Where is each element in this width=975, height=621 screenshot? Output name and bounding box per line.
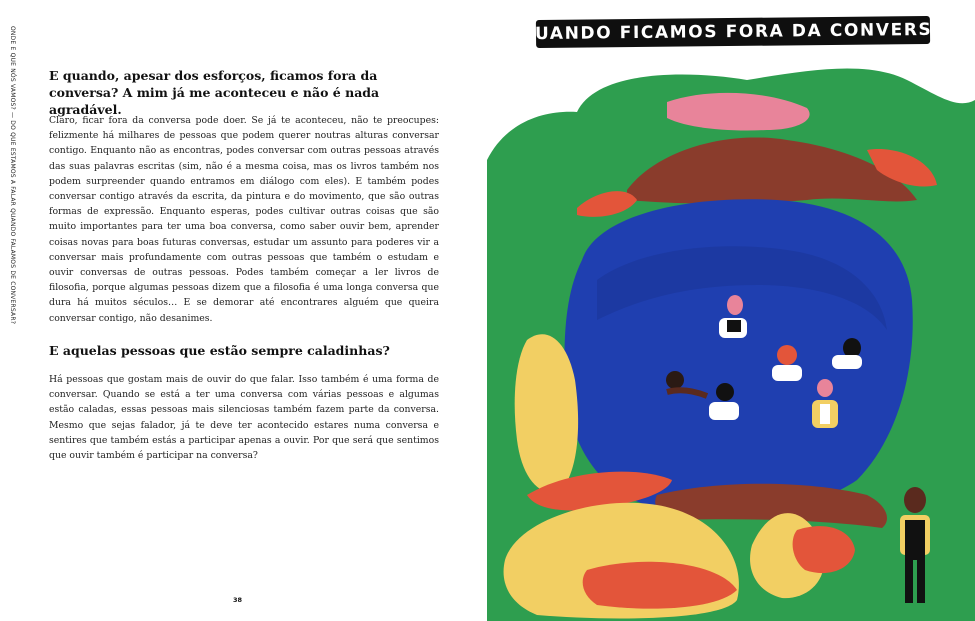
section-heading-quiet-people: E aquelas pessoas que estão sempre caladinhas? <box>49 343 390 358</box>
running-head-text: ONDE E QUE NÓS VAMOS? — DO QUE ESTAMOS A FALAR QUANDO FALAMOS DE CONVERSAR? <box>9 26 16 325</box>
illustration-title-banner <box>518 16 948 48</box>
right-page <box>487 0 975 621</box>
section-heading-left-out: E quando, apesar dos esforços, ficamos fora da conversa? A mim já me aconteceu e não é nada agradável. <box>49 68 380 117</box>
illustration-title: QUANDO FICAMOS FORA DA CONVERSA <box>518 19 948 45</box>
running-head <box>4 26 18 606</box>
paragraph-left-out: Claro, ficar fora da conversa pode doer. Se já te aconteceu, não te preocupes: felizmente há milhares de pessoas que podem querer noutras alturas conversar contigo. Enquanto não as encontras, podes conversar com outras pessoas através das suas palavras escritas (sim, não é a mesma coisa, mas os livros também nos podem surpreender quando entramos em diálogo com eles). E também podes conversar contigo através da escrita, da pintura e do movimento, que são outras formas de expressão. Enquanto esperas, podes cultivar outras coisas que são muito importantes para ter uma boa conversa, como saber ouvir bem, aprender coisas novas para boas futuras conversas, estudar um assunto para poderes vir a conversar mais profundamente com outras pessoas que também o estudam e ouvir conversas de outras pessoas. Podes também começar a ler livros de filosofia, porque algumas pessoas dizem que a filosofia é uma longa conversa que dura há muitos séculos… E se demorar até encontrares alguém que queira conversar contigo, não desanimes. <box>49 115 439 324</box>
lake-illustration <box>487 0 975 621</box>
left-page <box>0 0 487 621</box>
paragraph-quiet-people: Há pessoas que gostam mais de ouvir do que falar. Isso também é uma forma de conversar. Quando se está a ter uma conversa com várias pessoas e algumas estão caladas, essas pessoas mais silenciosas também fazem parte da conversa. Mesmo que sejas falador, já te deve ter acontecido estares numa conversa e sentires que também estás a participar apenas a ouvir. Por que será que sentimos que ouvir também é participar na conversa? <box>49 374 439 462</box>
page-number: 38 <box>233 596 243 604</box>
